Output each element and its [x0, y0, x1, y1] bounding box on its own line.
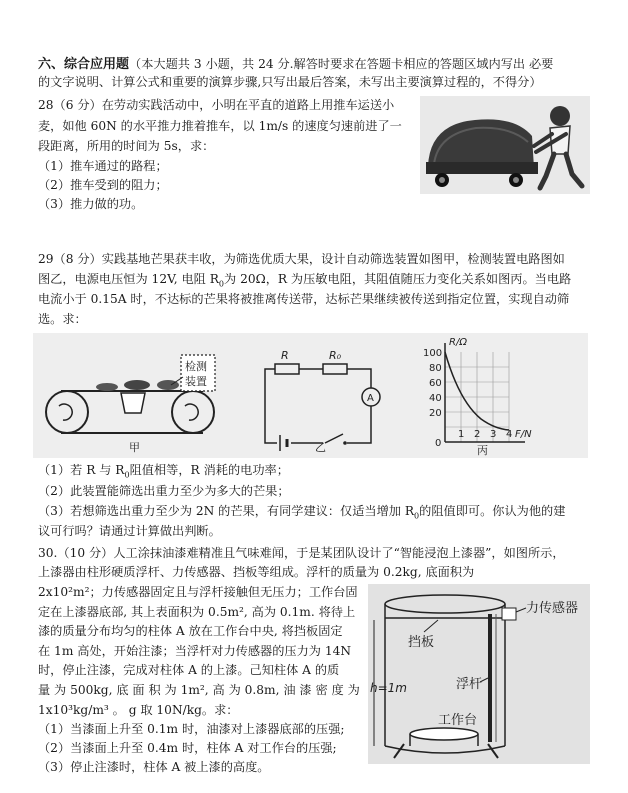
xtick-1: 1 [458, 429, 465, 440]
q30-line-8: 量 为 500kg, 底 面 积 为 1m², 高 为 0.8m, 油 漆 密 度 为 [38, 683, 360, 697]
q29-sub-1-sub: 0 [124, 470, 130, 480]
ytick-20: 20 [429, 408, 442, 419]
cart-figure [420, 96, 590, 194]
section-note-1: （本大题共 3 小题，共 24 分.解答时要求在答题卡相应的答题区域内写出 必要 [129, 57, 554, 71]
label-baffle: 挡板 [408, 635, 435, 650]
label-r: R [281, 349, 289, 362]
ytick-0: 0 [435, 438, 442, 449]
section-header [38, 56, 553, 73]
q28-line-3: 段距离，所用的时间为 5s，求： [38, 139, 215, 153]
q29-line-2 [38, 271, 571, 292]
q29-sub-3b: 的阻值即可。你认为他的建 [419, 504, 566, 518]
label-detect-2: 装置 [185, 375, 207, 388]
ytick-60: 60 [429, 378, 442, 389]
caption-jia: 甲 [129, 441, 140, 454]
q29-line-2a: 图乙，电源电压恒为 12V, 电阻 R [38, 272, 219, 286]
q29-sub-1b: 阻值相等，R 消耗的电功率； [129, 463, 289, 477]
q29-sub-3c: 议可行吗？请通过计算做出判断。 [38, 524, 221, 538]
section-heading: 六、综合应用题 [38, 57, 130, 72]
label-ammeter: A [367, 393, 374, 404]
q30-line-6: 在 1m 高处，开始注漆；当浮杆对力传感器的压力为 14N [38, 644, 352, 658]
coater-figure [368, 584, 590, 764]
q29-line-2b: 为 20Ω，R 为压敏电阻，其阻值随压力变化关系如图丙。当电路 [224, 272, 572, 286]
label-height: h=1m [370, 681, 407, 695]
label-float-rod: 浮杆 [456, 677, 483, 692]
q28-sub-2: （2）推车受到的阻力； [38, 178, 168, 192]
q29-sub-2: （2）此装置能筛选出重力至少为多大的芒果； [38, 484, 290, 498]
label-work-table: 工作台 [438, 713, 478, 728]
q30-line-5: 漆的质量分布均匀的柱体 A 放在工作台中央, 将挡板固定 [38, 624, 343, 638]
caption-yi: 乙 [315, 441, 326, 454]
xtick-2: 2 [474, 429, 481, 440]
q30-line-2: 上漆器由柱形硬质浮杆、力传感器、挡板等组成。浮杆的质量为 0.2kg, 底面积为 [38, 565, 475, 579]
q28-line-2: 麦，如他 60N 的水平推力推着推车，以 1m/s 的速度匀速前进了一 [38, 119, 402, 133]
graph-ylabel: R/Ω [449, 337, 467, 348]
q29-line-2-sub: 0 [218, 279, 225, 289]
q29-sub-3a: （3）若想筛选出重力至少为 2N 的芒果，有同学建议：仅适当增加 R [38, 504, 415, 518]
ytick-80: 80 [429, 363, 442, 374]
q30-sub-2: （2）当漆面上升至 0.4m 时，柱体 A 对工作台的压强; [38, 741, 337, 755]
label-force-sensor: 力传感器 [526, 601, 579, 616]
section-note-2: 的文字说明、计算公式和重要的演算步骤,只写出最后答案，未写出主要演算过程的，不得分） [38, 75, 542, 89]
graph-xlabel: F/N [515, 429, 532, 440]
q30-line-4: 定在上漆器底部, 其上表面积为 0.5m², 高为 0.1m. 将待上 [38, 605, 356, 619]
q29-sub-3 [38, 503, 565, 524]
q30-line-7: 时，停止注漆，完成对柱体 A 的上漆。己知柱体 A 的质 [38, 663, 340, 677]
ytick-40: 40 [429, 393, 442, 404]
q30-line-9: 1x10³kg/m³ 。 g 取 10N/kg。求： [38, 703, 239, 717]
xtick-4: 4 [506, 429, 513, 440]
q29-line-3: 电流小于 0.15A 时，不达标的芒果将被推离传送带，达标芒果继续被传送到指定位置，实现自动筛 [38, 292, 570, 306]
q30-line-3: 2x10²m²；力传感器固定且与浮杆接触但无压力；工作台固 [38, 585, 358, 599]
q30-sub-3: （3）停止注漆时，柱体 A 被上漆的高度。 [38, 760, 270, 774]
xtick-3: 3 [490, 429, 497, 440]
q29-line-4: 选。求： [38, 312, 87, 326]
label-detect-1: 检测 [185, 360, 207, 373]
q29-line-1: 29（8 分）实践基地芒果获丰收，为筛选优质大果，设计自动筛选装置如图甲，检测装置电路图如 [38, 252, 565, 266]
q29-sub-1a: （1）若 R 与 R [38, 463, 125, 477]
label-r0: R₀ [329, 349, 342, 362]
q28-line-1: 28（6 分）在劳动实践活动中，小明在平直的道路上用推车运送小 [38, 98, 395, 112]
q28-sub-3: （3）推力做的功。 [38, 197, 144, 211]
q29-sub-3-sub: 0 [414, 511, 420, 521]
caption-bing: 丙 [477, 444, 488, 457]
q30-sub-1: （1）当漆面上升至 0.1m 时，油漆对上漆器底部的压强; [38, 722, 345, 736]
q28-sub-1: （1）推车通过的路程； [38, 159, 168, 173]
q29-sub-1 [38, 462, 289, 483]
ytick-100: 100 [423, 348, 443, 359]
q29-figures [33, 333, 588, 458]
q30-line-1: 30.（10 分）人工涂抹油漆难精准且气味难闻，于是某团队设计了“智能浸泡上漆器”，如图所示， [38, 546, 565, 560]
